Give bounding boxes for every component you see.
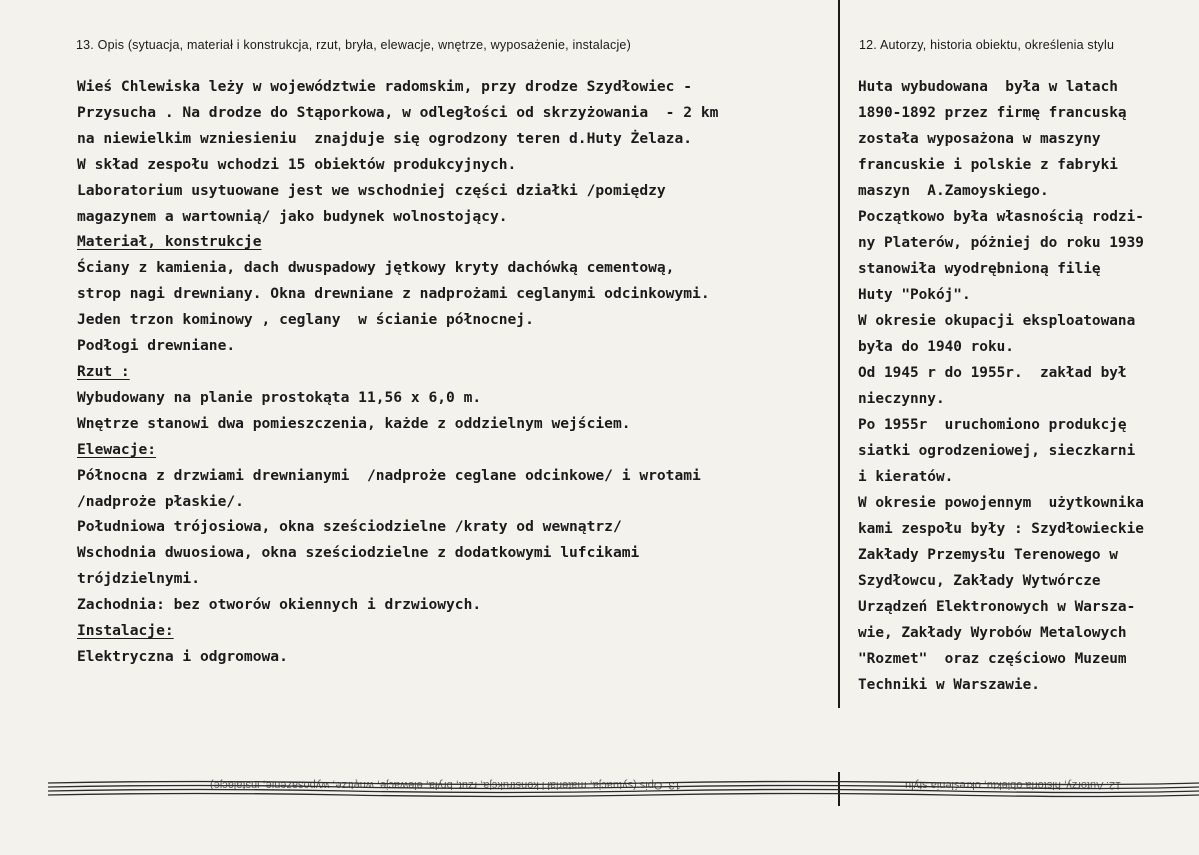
text-line: Po 1955r uruchomiono produkcję: [858, 417, 1127, 433]
text-line: magazynem a wartownią/ jako budynek wolnostojący.: [77, 207, 508, 225]
text-line: Huty "Pokój".: [858, 287, 971, 303]
text-line: kami zespołu były : Szydłowieckie: [858, 521, 1144, 537]
text-line: stanowiła wyodrębnioną filię: [858, 261, 1101, 277]
text-line: Wybudowany na planie prostokąta 11,56 x 6,0 m.: [77, 388, 482, 406]
text-line: i kieratów.: [858, 469, 954, 485]
text-line: Laboratorium usytuowane jest we wschodniej części działki /pomiędzy: [77, 181, 666, 199]
text-line: strop nagi drewniany. Okna drewniane z nadprożami ceglanymi odcinkowymi.: [77, 285, 710, 303]
text-line: Jeden trzon kominowy , ceglany w ścianie północnej.: [77, 311, 534, 329]
text-line: Podłogi drewniane.: [77, 337, 236, 355]
text-line: Początkowo była własnością rodzi-: [858, 209, 1144, 225]
text-line: W skład zespołu wchodzi 15 obiektów produkcyjnych.: [77, 155, 517, 173]
text-line: maszyn A.Zamoyskiego.: [858, 183, 1049, 199]
left-column-title: 13. Opis (sytuacja, materiał i konstrukcja, rzut, bryła, elewacje, wnętrze, wyposażenie, instalacje): [76, 38, 631, 52]
text-line: Wnętrze stanowi dwa pomieszczenia, każde z oddzielnym wejściem.: [77, 414, 631, 432]
text-line: Południowa trójosiowa, okna sześciodzielne /kraty od wewnątrz/: [77, 518, 622, 536]
text-line: nieczynny.: [858, 391, 945, 407]
text-line: W okresie okupacji eksploatowana: [858, 313, 1136, 329]
section-heading: Instalacje:: [77, 622, 174, 640]
text-line: Techniki w Warszawie.: [858, 677, 1040, 693]
text-line: francuskie i polskie z fabryki: [858, 157, 1118, 173]
mirrored-footer-right: 12. Autorzy, historia obiektu, określenia stylu: [905, 779, 1122, 791]
text-line: Ściany z kamienia, dach dwuspadowy jętkowy kryty dachówką cementową,: [77, 259, 675, 277]
text-line: /nadproże płaskie/.: [77, 492, 244, 510]
section-heading: Materiał, konstrukcje: [77, 233, 262, 251]
text-line: Huta wybudowana była w latach: [858, 79, 1118, 95]
text-line: Północna z drzwiami drewnianymi /nadproże ceglane odcinkowe/ i wrotami: [77, 466, 701, 484]
description-text: [77, 74, 718, 670]
text-line: na niewielkim wzniesieniu znajduje się ogrodzony teren d.Huty Żelaza.: [77, 129, 693, 147]
column-divider: [838, 0, 840, 708]
text-line: 1890-1892 przez firmę francuską: [858, 105, 1127, 121]
text-line: Urządzeń Elektronowych w Warsza-: [858, 599, 1136, 615]
text-line: Elektryczna i odgromowa.: [77, 647, 288, 665]
right-column-title: 12. Autorzy, historia obiektu, określenia stylu: [859, 38, 1115, 52]
text-line: Zachodnia: bez otworów okiennych i drzwiowych.: [77, 596, 482, 614]
text-line: W okresie powojennym użytkownika: [858, 495, 1144, 511]
section-heading: Rzut :: [77, 362, 130, 380]
text-line: ny Platerów, póżniej do roku 1939: [858, 235, 1144, 251]
text-line: Wschodnia dwuosiowa, okna sześciodzielne z dodatkowymi lufcikami: [77, 544, 640, 562]
text-line: Wieś Chlewiska leży w województwie radomskim, przy drodze Szydłowiec -: [77, 78, 693, 95]
text-line: Od 1945 r do 1955r. zakład był: [858, 365, 1127, 381]
history-text: [858, 74, 1144, 698]
text-line: została wyposażona w maszyny: [858, 131, 1101, 147]
text-line: Przysucha . Na drodze do Stąporkowa, w odległości od skrzyżowania - 2 km: [77, 103, 719, 121]
text-line: Szydłowcu, Zakłady Wytwórcze: [858, 573, 1101, 589]
text-line: była do 1940 roku.: [858, 339, 1014, 355]
section-heading: Elewacje:: [77, 440, 157, 458]
text-line: Zakłady Przemysłu Terenowego w: [858, 547, 1118, 563]
mirrored-footer-left: 13. Opis (sytuacja, materiał i konstrukcja, rzut, bryła, elewacje, wnętrze, wyposażenie, instalacje): [210, 779, 681, 791]
text-line: siatki ogrodzeniowej, sieczkarni: [858, 443, 1136, 459]
text-line: wie, Zakłady Wyrobów Metalowych: [858, 625, 1127, 641]
text-line: "Rozmet" oraz częściowo Muzeum: [858, 651, 1127, 667]
text-line: trójdzielnymi.: [77, 570, 201, 588]
